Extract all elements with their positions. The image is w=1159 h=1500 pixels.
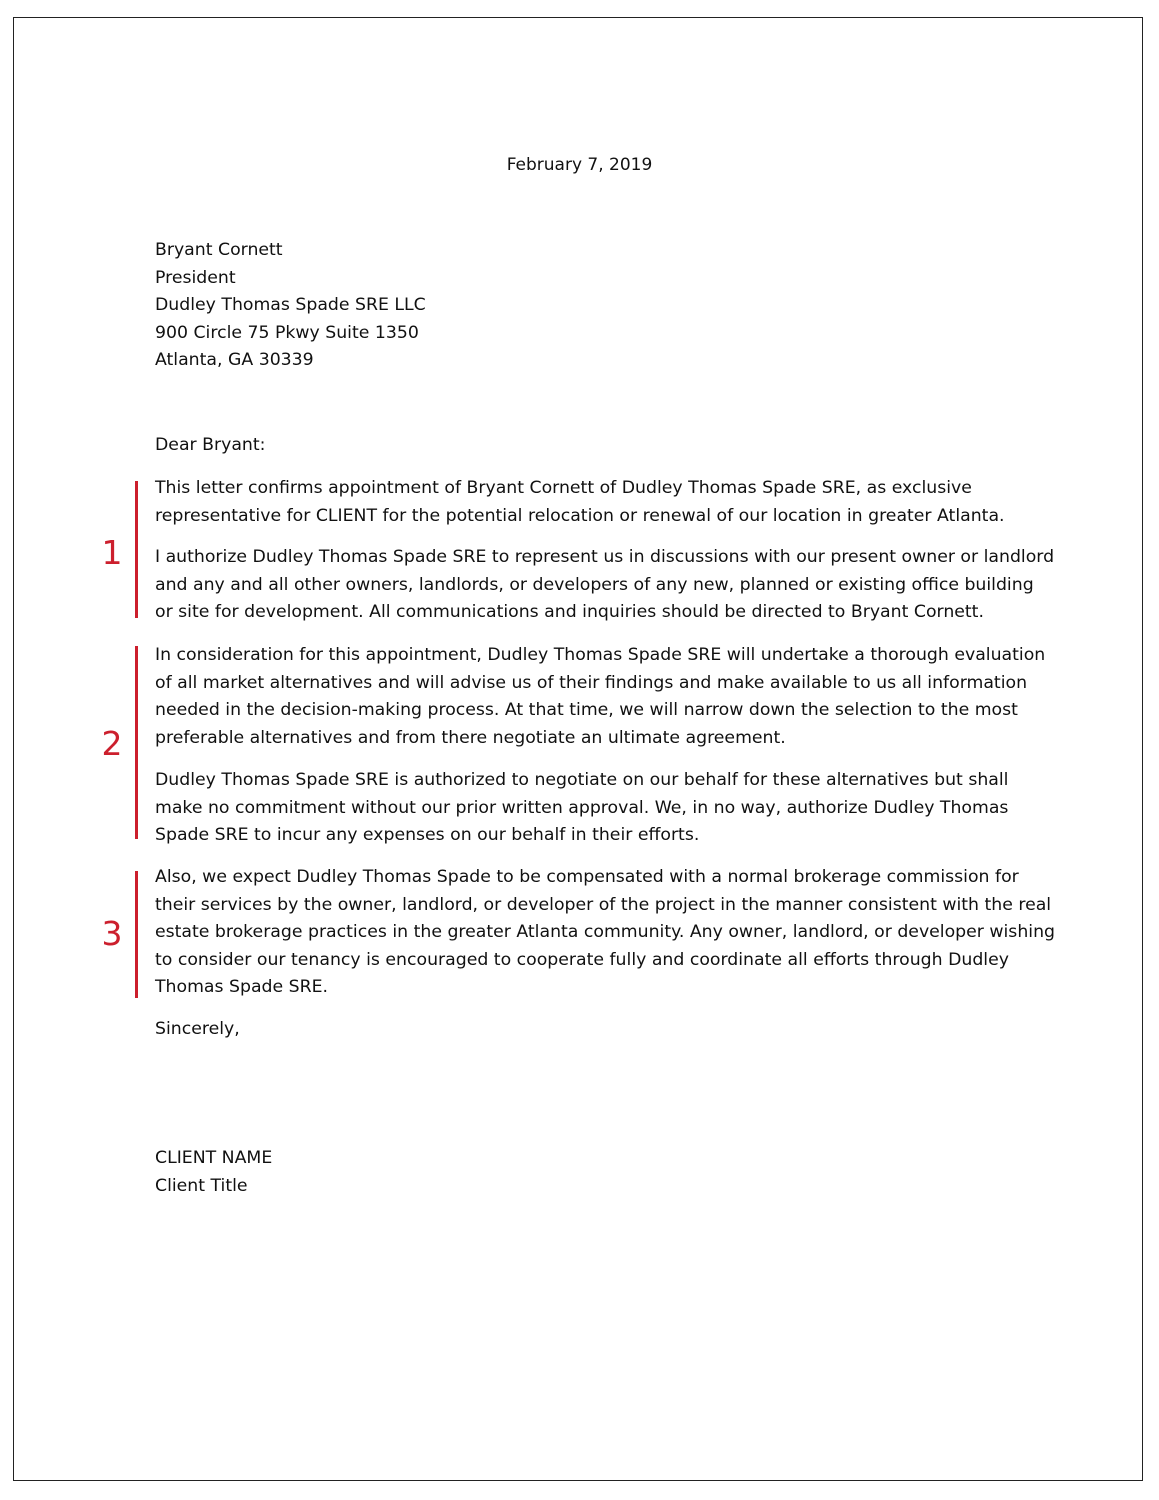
signature-title: Client Title (155, 1175, 248, 1196)
signature-block (155, 1145, 1055, 1200)
paragraph-appointment: This letter confirms appointment of Bryant Cornett of Dudley Thomas Spade SRE, as exclusive representative for CLIENT for the potential relocation or renewal of our location in greater Atlanta. (155, 478, 1005, 526)
paragraph-evaluation: In consideration for this appointment, Dudley Thomas Spade SRE will undertake a thorough evaluation of all market alternatives and will advise us of their findings and make available to us all information needed in the decision-making process. At that time, we will narrow down the selection to the most preferable alternatives and from there negotiate an ultimate agreement. (155, 645, 1046, 748)
recipient-address-block (155, 237, 1055, 375)
paragraph-compensation: Also, we expect Dudley Thomas Spade to be compensated with a normal brokerage commission for their services by the owner, landlord, or developer of the project in the manner consistent with the real estate brokerage practices in the greater Atlanta community. Any owner, landlord, or developer wishing to consider our tenancy is encouraged to cooperate fully and coordinate all efforts through Dudley Thomas Spade SRE. (155, 867, 1055, 997)
paragraph-authorization: I authorize Dudley Thomas Spade SRE to represent us in discussions with our present owner or landlord and any and all other owners, landlords, or developers of any new, planned or existing office building or site for development. All communications and inquiries should be directed to Bryant Cornett. (155, 547, 1055, 622)
recipient-city: Atlanta, GA 30339 (155, 350, 314, 370)
section-number-3: 3 (101, 914, 123, 953)
paragraph-negotiation: Dudley Thomas Spade SRE is authorized to negotiate on our behalf for these alternatives but shall make no commitment without our prior written approval. We, in no way, authorize Dudley Thomas Spade SRE to incur any expenses on our behalf in their efforts. (155, 770, 1009, 845)
section-bar-1 (135, 481, 138, 618)
recipient-title: President (155, 267, 236, 288)
recipient-street: 900 Circle 75 Pkwy Suite 1350 (155, 322, 419, 343)
section-number-1: 1 (101, 533, 123, 572)
section-number-2: 2 (101, 724, 123, 763)
recipient-name: Bryant Cornett (155, 240, 283, 260)
recipient-company: Dudley Thomas Spade SRE LLC (155, 295, 426, 315)
closing: Sincerely, (155, 1019, 240, 1039)
letter-date: February 7, 2019 (506, 155, 653, 175)
signature-name: CLIENT NAME (155, 1148, 273, 1168)
section-bar-3 (135, 871, 138, 998)
salutation: Dear Bryant: (155, 435, 266, 455)
section-bar-2 (135, 646, 138, 839)
